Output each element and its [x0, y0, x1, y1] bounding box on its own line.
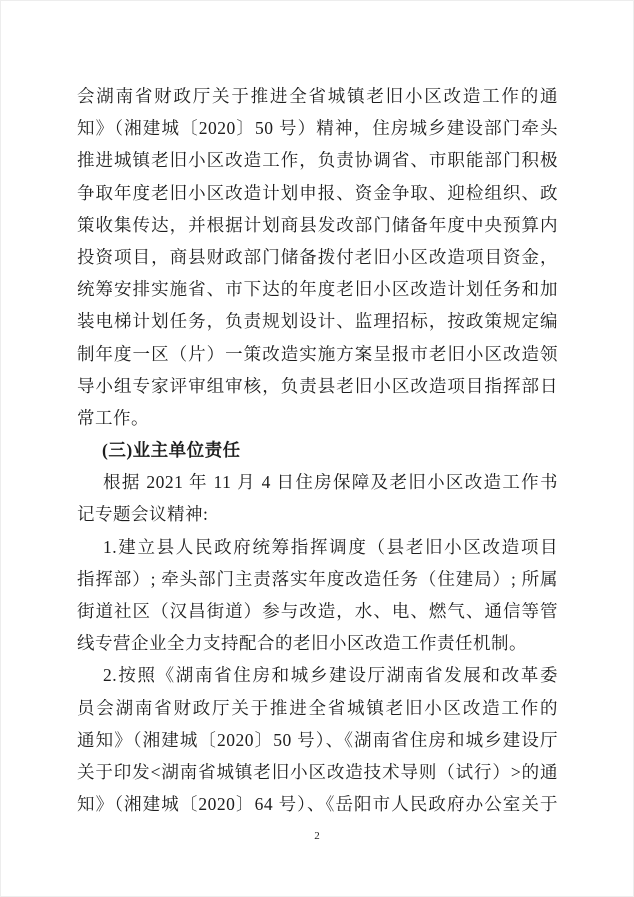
doc-line: 1.建立县人民政府统筹指挥调度（县老旧小区改造项目	[103, 536, 558, 557]
doc-line: 通知》（湘建城〔2020〕50 号）、《湖南省住房和城乡建设厅	[77, 729, 558, 750]
doc-line: 街道社区（汉昌街道）参与改造，水、电、燃气、通信等管	[77, 601, 558, 621]
doc-line: 知》（湘建城〔2020〕50 号）精神，住房城乡建设部门牵头	[77, 118, 558, 139]
doc-line: 投资项目，商县财政部门储备拨付老旧小区改造项目资金，	[77, 246, 558, 267]
doc-line: 统筹安排实施省、市下达的年度老旧小区改造计划任务和加	[77, 279, 558, 300]
section-heading: (三)业主单位责任	[102, 440, 241, 461]
doc-line: 常工作。	[77, 407, 149, 428]
doc-line: 会湖南省财政厅关于推进全省城镇老旧小区改造工作的通	[77, 86, 558, 106]
doc-line: 指挥部）; 牵头部门主责落实年度改造任务（住建局）; 所属	[77, 568, 558, 589]
document-body	[77, 80, 558, 820]
doc-line: 装电梯计划任务，负责规划设计、监理招标，按政策规定编	[77, 311, 558, 332]
doc-line: 制年度一区（片）一策改造实施方案呈报市老旧小区改造领	[77, 343, 558, 364]
doc-line: 线专营企业全力支持配合的老旧小区改造工作责任机制。	[77, 633, 527, 654]
doc-line: 策收集传达，并根据计划商县发改部门储备年度中央预算内	[77, 214, 558, 235]
doc-line: 根据 2021 年 11 月 4 日住房保障及老旧小区改造工作书	[103, 472, 558, 493]
doc-line: 关于印发<湖南省城镇老旧小区改造技术导则（试行）>的通	[77, 761, 558, 782]
doc-line: 2.按照《湖南省住房和城乡建设厅湖南省发展和改革委	[103, 665, 558, 686]
page-number: 2	[314, 830, 320, 842]
doc-line: 导小组专家评审组审核，负责县老旧小区改造项目指挥部日	[77, 375, 558, 396]
doc-line: 记专题会议精神:	[77, 504, 209, 525]
doc-line: 推进城镇老旧小区改造工作，负责协调省、市职能部门积极	[77, 150, 558, 171]
doc-line: 知》（湘建城〔2020〕64 号）、《岳阳市人民政府办公室关于	[77, 794, 558, 815]
doc-line: 员会湖南省财政厅关于推进全省城镇老旧小区改造工作的	[77, 697, 558, 718]
doc-line: 争取年度老旧小区改造计划申报、资金争取、迎检组织、政	[77, 182, 558, 203]
